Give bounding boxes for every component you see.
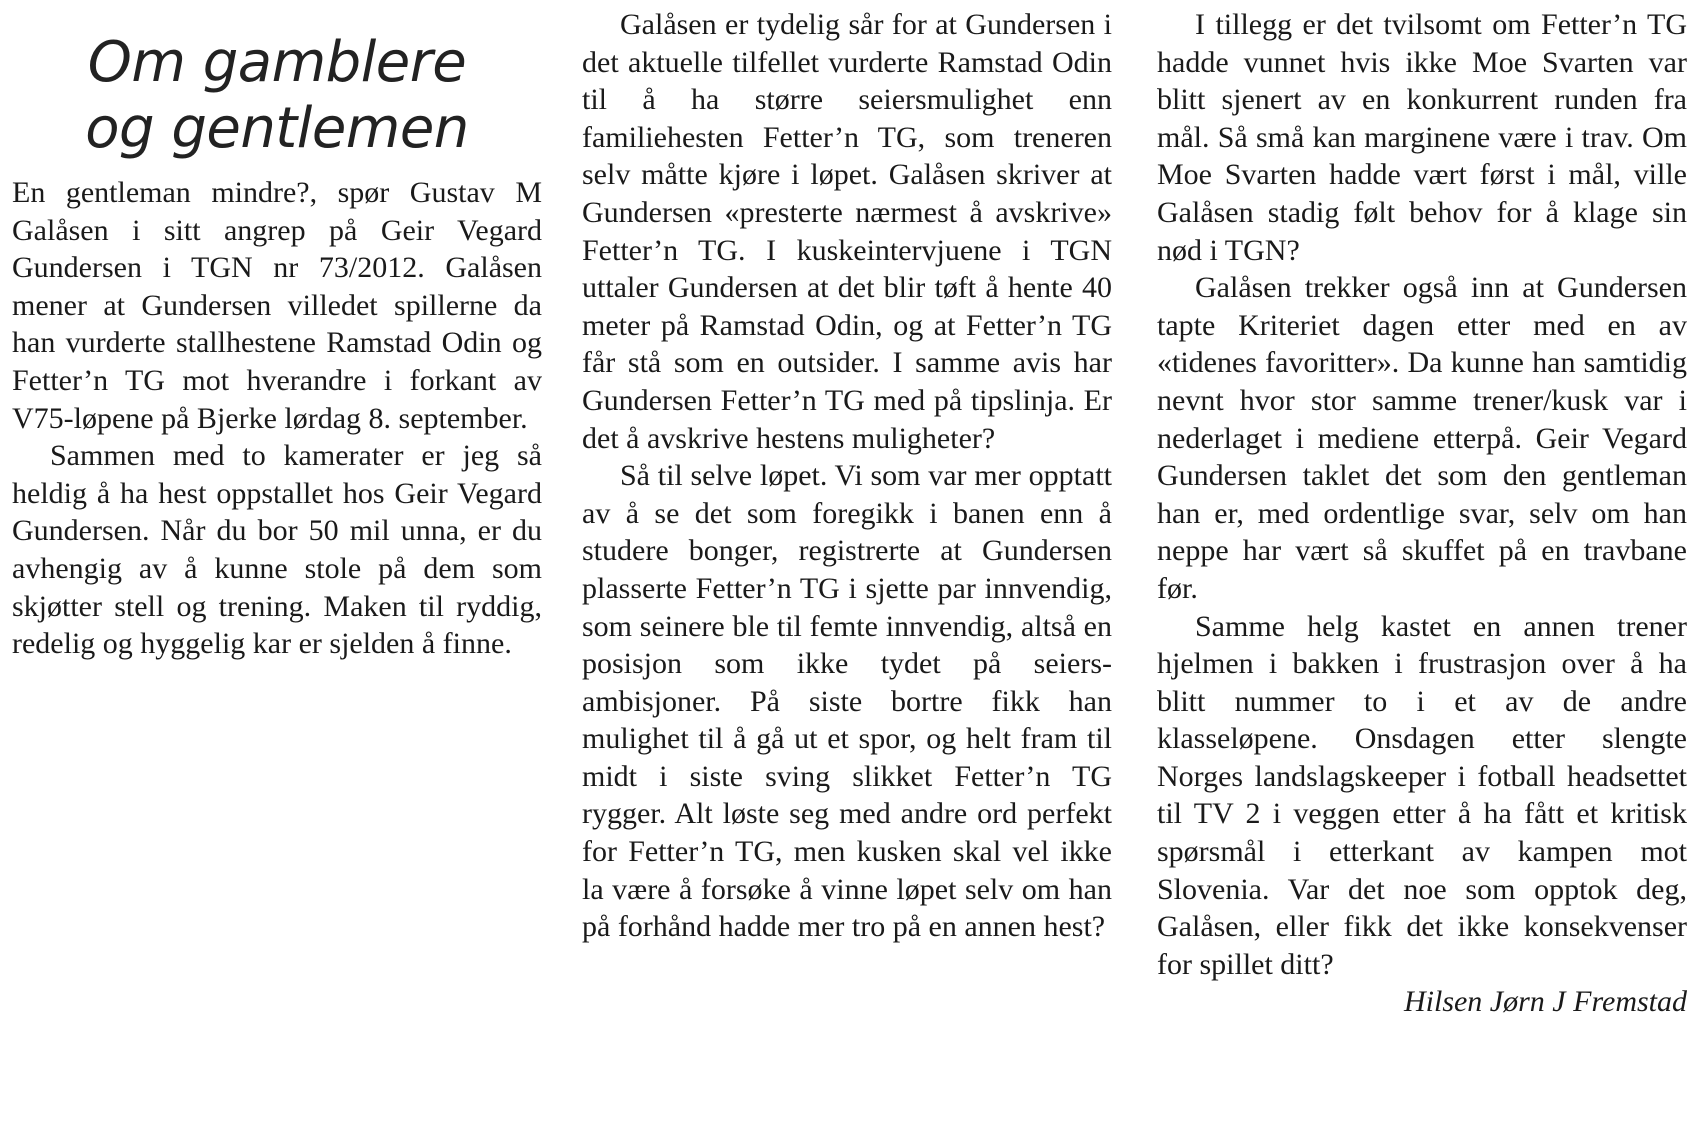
signature: Hilsen Jørn J Fremstad — [1403, 985, 1687, 1019]
column-3 — [1157, 6, 1687, 1021]
paragraph-7: Samme helg kastet en annen trener hjelmen i bakken i frustrasjon over å ha blitt nummer to i et av de andre klasseløpene. Onsdagen etter slengte Norges landslagskeeper i fotball headsettet til TV 2 i veggen etter å ha fått et kritisk spørsmål i etterkant av kampen mot Slovenia. Var det noe som opptok deg, Galåsen, eller fikk det ikke konsekvenser for spillet ditt? — [1157, 609, 1687, 981]
headline-line-1: Om gamblere — [87, 30, 467, 95]
paragraph-6: Galåsen trekker også inn at Gundersen tapte Kriteriet dagen etter med en av «tidenes favoritter». Da kunne han samtidig nevnt hvor stor samme trener/kusk var i nederlaget i mediene etterpå. Geir Vegard Gundersen taklet det som den gentleman han er, med ordentlige svar, selv om han neppe har vært så skuffet på en travbane før. — [1157, 271, 1687, 605]
headline-line-2: og gentlemen — [85, 96, 469, 161]
paragraph-1: En gentleman mindre?, spør Gustav M Galåsen i sitt angrep på Geir Vegard Gundersen i TGN nr 73/2012. Galåsen mener at Gundersen villedet spillerne da han vurderte stallhestene Ramstad Odin og Fetter’n TG mot hverandre i forkant av V75-løpene på Bjerke lørdag 8. september. — [12, 176, 542, 435]
paragraph-4: Så til selve løpet. Vi som var mer opptatt av å se det som foregikk i banen enn å studere bonger, registrerte at Gundersen plasserte Fetter’n TG i sjette par innvendig, som seinere ble til femte innvendig, altså en posisjon som ikke tydet på seiersambisjoner. På siste bortre fikk han mulighet til å gå ut et spor, og helt fram til midt i siste sving slikket Fetter’n TG rygger. Alt løste seg med andre ord perfekt for Fetter’n TG, men kusken skal vel ikke la være å forsøke å vinne løpet selv om han på forhånd hadde mer tro på en annen hest? — [582, 459, 1112, 944]
paragraph-5: I tillegg er det tvilsomt om Fetter’n TG hadde vunnet hvis ikke Moe Svarten var blitt sjenert av en konkurrent runden fra mål. Så små kan marginene være i trav. Om Moe Svarten hadde vært først i mål, ville Galåsen stadig følt behov for å klage sin nød i TGN? — [1157, 8, 1687, 267]
paragraph-2: Sammen med to kamerater er jeg så heldig å ha hest oppstallet hos Geir Vegard Gundersen. Når du bor 50 mil unna, er du avhengig av å kunne stole på dem som skjøtter stell og trening. Maken til ryddig, redelig og hyggelig kar er sjelden å finne. — [12, 439, 542, 661]
paragraph-3: Galåsen er tydelig sår for at Gundersen i det aktuelle tilfellet vurderte Ramstad Odin til å ha større seiersmulighet enn familiehesten Fetter’n TG, som treneren selv måtte kjøre i løpet. Galåsen skriver at Gundersen «presterte nærmest å avskrive» Fetter’n TG. I kuskeintervjuene i TGN uttaler Gundersen at det blir tøft å hente 40 meter på Ramstad Odin, og at Fetter’n TG får stå som en outsider. I samme avis har Gundersen Fetter’n TG med på tipslinja. Er det å avskrive hestens muligheter? — [582, 8, 1112, 455]
headline — [12, 30, 542, 162]
column-2 — [582, 6, 1112, 946]
column-1 — [12, 0, 542, 663]
column-1-body — [12, 174, 542, 663]
